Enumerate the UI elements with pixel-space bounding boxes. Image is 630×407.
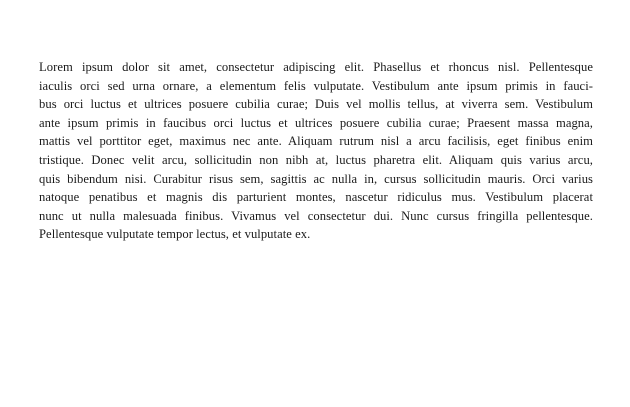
paragraph-line-5: mattis vel porttitor eget, maximus nec ante. Aliquam rutrum nisl a arcu facilisis, eget finibus enim [39,134,593,149]
paragraph-line-8: natoque penatibus et magnis dis parturient montes, nascetur ridiculus mus. Vestibulum placerat [39,190,593,205]
paragraph-line-9: nunc ut nulla malesuada finibus. Vivamus vel consectetur dui. Nunc cursus fringilla pellentesque. [39,208,593,223]
paragraph-line-6: tristique. Donec velit arcu, sollicitudin non nibh at, luctus pharetra elit. Aliquam quis varius arcu, [39,152,593,167]
paragraph-line-7: quis bibendum nisi. Curabitur risus sem, sagittis ac nulla in, cursus sollicitudin mauris. Orci varius [39,171,593,186]
paragraph-line-1: Lorem ipsum dolor sit amet, consectetur adipiscing elit. Phasellus et rhoncus nisl. Pellentesque [39,60,593,74]
body-paragraph [39,58,593,244]
paragraph-line-4: ante ipsum primis in faucibus orci luctus et ultrices posuere cubilia curae; Praesent massa magna, [39,115,593,130]
paragraph-line-3: bus orci luctus et ultrices posuere cubilia curae; Duis vel mollis tellus, at viverra sem. Vestibulum [39,97,593,112]
paragraph-line-2: iaculis orci sed urna ornare, a elementum felis vulputate. Vestibulum ante ipsum primis in fauci- [39,78,593,93]
paragraph-line-10: Pellentesque vulputate tempor lectus, et vulputate ex. [39,227,311,242]
